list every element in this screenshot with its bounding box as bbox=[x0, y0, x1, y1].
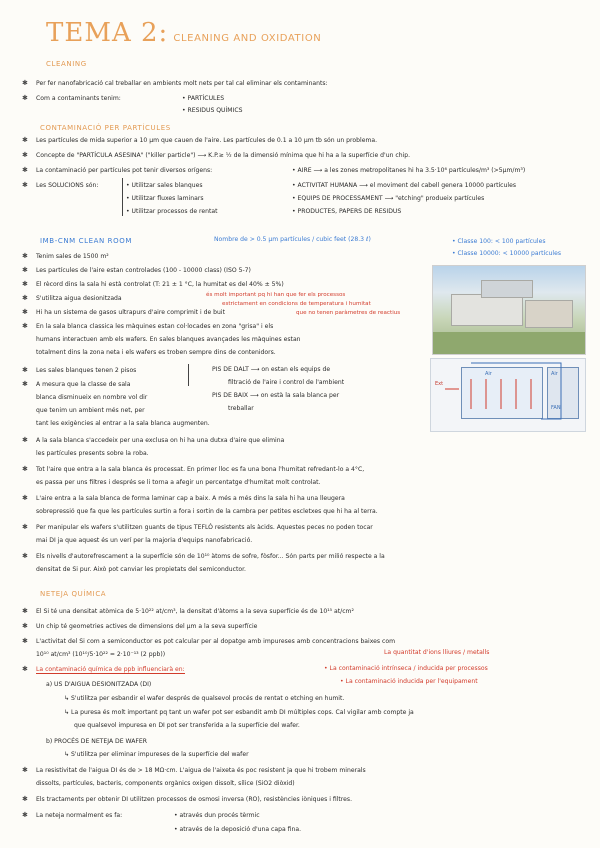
bullet-star-icon: ✱ bbox=[22, 79, 28, 87]
cleanroom-line: Hi ha un sistema de gasos ultrapurs d'aire comprimit i de buit bbox=[36, 309, 225, 316]
bullet-star-icon: ✱ bbox=[22, 94, 28, 102]
neteja-line: ↳ La puresa és molt important pq tant un wafer pot ser esbandit amb DI múltiples cops. Cal vigilar amb compte ja bbox=[64, 709, 414, 716]
cleaning-line: Per fer nanofabricació cal treballar en ambients molt nets per tal cal eliminar els contaminants: bbox=[36, 80, 328, 87]
neteja-line: La neteja normalment es fa: bbox=[36, 812, 123, 819]
bullet-star-icon: ✱ bbox=[22, 280, 28, 288]
cleanroom-line: Per manipular els wafers s'utilitzen guants de tipus TEFLÓ resistents als àcids. Aquestes peces no poden tocar bbox=[36, 524, 373, 531]
neteja-line: L'activitat del Si com a semiconductor es pot calcular per al dopatge amb impureses amb concentracions baixes com bbox=[36, 638, 396, 645]
cleanroom-line: L'aire entra a la sala blanca de forma laminar cap a baix. A més a més dins la sala hi ha una lleugera bbox=[36, 495, 345, 502]
neteja-heading: NETEJA QUÍMICA bbox=[40, 590, 107, 598]
bullet-star-icon: ✱ bbox=[22, 766, 28, 774]
cleanroom-line: Les sales blanques tenen 2 pisos bbox=[36, 367, 137, 374]
neteja-line: ↳ S'utilitza per eliminar impureses de la superfície del wafer bbox=[64, 751, 249, 758]
cleanroom-line: mai DI ja que aquest és un verí per la majoria d'equips nanofabricació. bbox=[36, 537, 253, 544]
solution-item: • Utilitzar processos de rentat bbox=[126, 208, 218, 215]
airflow-arrows bbox=[431, 359, 585, 431]
red-note: La quantitat d'ions lliures / metalls bbox=[384, 649, 490, 656]
red-note: que no tenen paràmetres de reactius bbox=[296, 310, 401, 316]
cleanroom-line: totalment dins la zona neta i els wafers es troben sempre dins de contenidors. bbox=[36, 349, 276, 356]
floor-note: filtració de l'aire i control de l'ambient bbox=[228, 379, 345, 386]
bullet-star-icon: ✱ bbox=[22, 322, 28, 330]
solution-item: • Utilitzar fluxes laminars bbox=[126, 195, 204, 202]
bullet-star-icon: ✱ bbox=[22, 811, 28, 819]
neteja-line: Els tractaments per obtenir DI utilitzen processos de osmosi inversa (RO), resistències iòniques i filtres. bbox=[36, 796, 353, 803]
building-block bbox=[451, 294, 523, 326]
cleanroom-line: Les partícules de l'aire estan controlades (100 - 10000 class) (ISO 5-7) bbox=[36, 267, 251, 274]
air-label: Air bbox=[551, 371, 558, 377]
neteja-line: 10¹⁰ at/cm³ (10¹⁰/5·10²² = 2·10⁻¹³ (2 ppb)) bbox=[36, 651, 166, 658]
page-title: TEMA 2: CLEANING AND OXIDATION bbox=[46, 18, 322, 48]
neteja-line: ↳ S'utilitza per esbandir el wafer després de qualsevol procés de rentat o etching en humit. bbox=[64, 695, 345, 702]
neteja-line: El Si té una densitat atòmica de 5·10²² at/cm³, la densitat d'àtoms a la seva superfície és de 10¹⁵ at/cm² bbox=[36, 608, 354, 615]
neteja-sub-heading: a) US D'AIGUA DESIONITZADA (DI) bbox=[46, 681, 152, 688]
cleanroom-line: es passa per uns filtres i després se li torna a afegir un percentatge d'humitat molt controlat. bbox=[36, 479, 321, 486]
bullet-star-icon: ✱ bbox=[22, 665, 28, 673]
cleanroom-line: tant les exigències al entrar a la sala blanca augmenten. bbox=[36, 420, 210, 427]
bullet-star-icon: ✱ bbox=[22, 607, 28, 615]
particles-origin: • ACTIVITAT HUMANA ⟶ el moviment del cabell genera 10000 partícules bbox=[292, 182, 516, 189]
cleanroom-line: densitat de Si pur. Això pot canviar les propietats del semiconductor. bbox=[36, 566, 246, 573]
red-note: • La contaminació intrínseca / inducida per processos bbox=[324, 665, 488, 672]
bullet-star-icon: ✱ bbox=[22, 266, 28, 274]
class-10000-note: • Classe 10000: < 10000 partícules bbox=[452, 250, 562, 257]
cleaning-line: Com a contaminants tenim: bbox=[36, 95, 121, 102]
neteja-line: Un chip té geometries actives de dimensions del µm a la seva superfície bbox=[36, 623, 258, 630]
particles-origin: • EQUIPS DE PROCESSAMENT ⟶ "etching" produeix partícules bbox=[292, 195, 485, 202]
bullet-star-icon: ✱ bbox=[22, 366, 28, 374]
bullet-star-icon: ✱ bbox=[22, 380, 28, 388]
cleanroom-line: Tenim sales de 1500 m² bbox=[36, 253, 109, 260]
floor-note: treballar bbox=[228, 405, 254, 412]
cleanroom-line: Els nivells d'autorefrescament a la superfície són de 10¹⁰ àtoms de sofre, fòsfor... Són parts per milió respecte a la bbox=[36, 553, 385, 560]
bullet-star-icon: ✱ bbox=[22, 795, 28, 803]
cleanroom-note: Nombre de > 0.5 µm partícules / cubic feet (28.3 ℓ) bbox=[214, 236, 371, 243]
bullet-star-icon: ✱ bbox=[22, 436, 28, 444]
particles-line: La contaminació per partícules pot tenir diversos orígens: bbox=[36, 167, 213, 174]
grass-area bbox=[433, 332, 585, 354]
ext-label: Ext bbox=[435, 381, 444, 387]
neteja-line: que qualsevol impuresa en DI pot ser transferida a la superfície del wafer. bbox=[74, 722, 300, 729]
cleanroom-building-photo bbox=[432, 265, 586, 355]
bullet-star-icon: ✱ bbox=[22, 181, 28, 189]
airflow-diagram bbox=[430, 358, 586, 432]
bracket-icon bbox=[188, 364, 189, 386]
neteja-line: • através de la deposició d'una capa fina. bbox=[174, 826, 302, 833]
bullet-star-icon: ✱ bbox=[22, 494, 28, 502]
particles-line: Les partícules de mida superior a 10 µm que cauen de l'aire. Les partícules de 0.1 a 10 µm tb són un problema. bbox=[36, 137, 378, 144]
neteja-sub-heading: b) PROCÉS DE NETEJA DE WAFER bbox=[46, 738, 147, 745]
fan-label: FAN bbox=[551, 405, 561, 411]
cleaning-heading: CLEANING bbox=[46, 60, 87, 68]
particles-line: Les SOLUCIONS són: bbox=[36, 182, 99, 189]
neteja-line: • através dun procés tèrmic bbox=[174, 812, 260, 819]
cleanroom-line: En la sala blanca classica les màquines estan col·locades en zona "grisa" i els bbox=[36, 323, 274, 330]
bullet-star-icon: ✱ bbox=[22, 294, 28, 302]
cleanroom-heading: IMB-CNM CLEAN ROOM bbox=[40, 237, 133, 245]
cleanroom-line: sobrepressió que fa que les partícules surtin a fora i sortin de la cambra per petites escletxes que hi ha al terra. bbox=[36, 508, 378, 515]
red-note: és molt important pq hi han que fer els processos bbox=[206, 292, 346, 298]
particles-origin: • AIRE ⟶ a les zones metropolitanes hi ha 3.5·10⁶ partícules/m³ (>5µm/m³) bbox=[292, 167, 526, 174]
floor-note: PIS DE DALT ⟶ on estan els equips de bbox=[212, 366, 331, 373]
bullet-star-icon: ✱ bbox=[22, 308, 28, 316]
bullet-star-icon: ✱ bbox=[22, 637, 28, 645]
bullet-star-icon: ✱ bbox=[22, 166, 28, 174]
cleanroom-line: El rècord dins la sala hi està controlat (T: 21 ± 1 °C, la humitat es del 40% ± 5%) bbox=[36, 281, 284, 288]
cleanroom-line: A la sala blanca s'accedeix per una exclusa on hi ha una dutxa d'aire que elimina bbox=[36, 437, 285, 444]
particles-heading: CONTAMINACIÓ PER PARTÍCULES bbox=[40, 124, 171, 132]
cleanroom-line: que tenim un ambient més net, per bbox=[36, 407, 145, 414]
bracket-icon bbox=[122, 178, 123, 216]
air-label: Air bbox=[485, 371, 492, 377]
cleanroom-line: S'utilitza aigua desionitzada bbox=[36, 295, 122, 302]
cleaning-subitem: • PARTÍCULES bbox=[182, 95, 225, 102]
bullet-star-icon: ✱ bbox=[22, 552, 28, 560]
solution-item: • Utilitzar sales blanques bbox=[126, 182, 203, 189]
bullet-star-icon: ✱ bbox=[22, 523, 28, 531]
bullet-star-icon: ✱ bbox=[22, 136, 28, 144]
particles-line: Concepte de "PARTÍCULA ASESINA" ("killer particle") ⟶ K.P.≥ ½ de la dimensió mínima que hi ha a la superfície d'un chip. bbox=[36, 152, 411, 159]
cleaning-subitem: • RESIDUS QUÍMICS bbox=[182, 107, 243, 114]
particles-origin: • PRODUCTES, PAPERS DE RESIDUS bbox=[292, 208, 402, 215]
cleanroom-line: blanca disminueix en nombre vol dir bbox=[36, 394, 148, 401]
neteja-line: La resistivitat de l'aigua DI és de > 18 MΩ·cm. L'aigua de l'aixeta és poc resistent ja que hi trobem minerals bbox=[36, 767, 366, 774]
bullet-star-icon: ✱ bbox=[22, 622, 28, 630]
red-note: estrictament en condicions de temperatura i humitat bbox=[222, 301, 371, 307]
cleanroom-line: Tot l'aire que entra a la sala blanca és processat. En primer lloc es fa una bona l'humitat refredant-lo a 4°C, bbox=[36, 466, 365, 473]
bullet-star-icon: ✱ bbox=[22, 465, 28, 473]
bullet-star-icon: ✱ bbox=[22, 151, 28, 159]
neteja-red-line: La contaminació química de ppb influenciarà en: bbox=[36, 666, 185, 673]
building-block bbox=[481, 280, 533, 298]
neteja-line: dissolts, partícules, bacteris, components orgànics oxigen dissolt, sílice (SiO2 diòxid) bbox=[36, 780, 295, 787]
cleanroom-line: humans interactuen amb els wafers. En sales blanques avançades les màquines estan bbox=[36, 336, 301, 343]
red-note: • La contaminació inducida per l'equipament bbox=[340, 678, 478, 685]
cleanroom-line: A mesura que la classe de sala bbox=[36, 381, 131, 388]
class-100-note: • Classe 100: < 100 partícules bbox=[452, 238, 546, 245]
building-block bbox=[525, 300, 573, 328]
cleanroom-line: les partícules presents sobre la roba. bbox=[36, 450, 149, 457]
bullet-star-icon: ✱ bbox=[22, 252, 28, 260]
floor-note: PIS DE BAIX ⟶ on està la sala blanca per bbox=[212, 392, 340, 399]
